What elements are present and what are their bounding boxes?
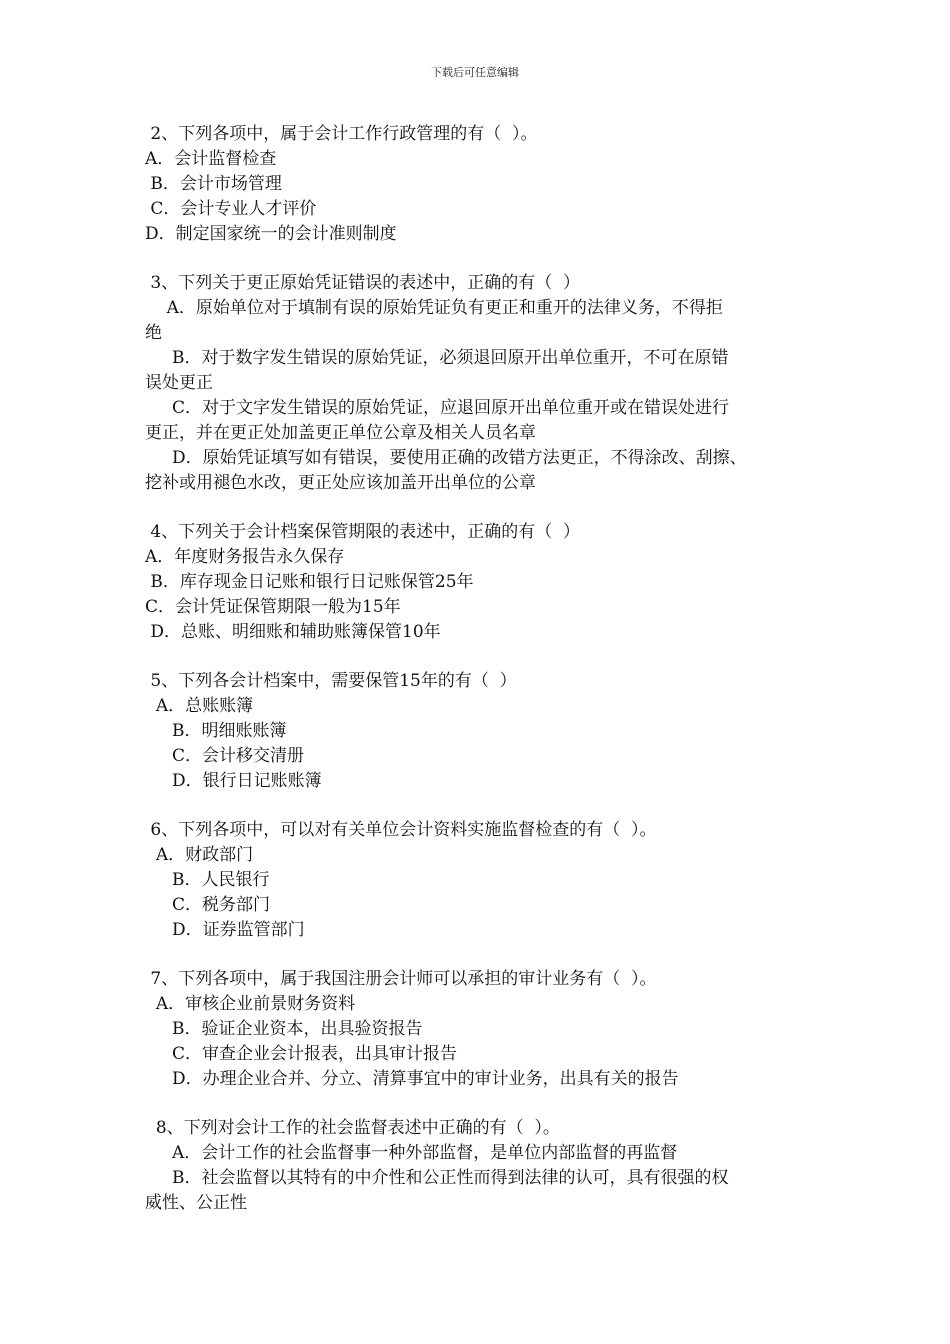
option-a: A．原始单位对于填制有误的原始凭证负有更正和重开的法律义务，不得拒 (145, 298, 723, 318)
option-a: A．财政部门 (145, 845, 254, 865)
option-b: B．会计市场管理 (145, 174, 282, 194)
option-b: B．库存现金日记账和银行日记账保管25年 (145, 572, 474, 592)
option-a: A．总账账簿 (145, 696, 254, 716)
option-b: B．社会监督以其特有的中介性和公正性而得到法律的认可，具有很强的权 (145, 1168, 729, 1188)
option-d: D．总账、明细账和辅助账簿保管10年 (145, 622, 441, 642)
question-7 (145, 967, 835, 1092)
option-b-cont: 误处更正 (145, 373, 213, 393)
option-a: A．会计监督检查 (145, 149, 277, 169)
question-text: 8、下列对会计工作的社会监督表述中正确的有（ ）。 (145, 1118, 560, 1138)
question-list (145, 122, 835, 1240)
question-3 (145, 271, 835, 496)
question-5 (145, 669, 835, 794)
option-c: C．税务部门 (145, 895, 271, 915)
option-d-cont: 挖补或用褪色水改，更正处应该加盖开出单位的公章 (145, 473, 536, 493)
question-6 (145, 818, 835, 943)
option-b-cont: 威性、公正性 (145, 1193, 247, 1213)
question-text: 5、下列各会计档案中，需要保管15年的有（ ） (145, 671, 517, 691)
option-c: C．会计凭证保管期限一般为15年 (145, 597, 401, 617)
question-4 (145, 520, 835, 645)
option-a: A．年度财务报告永久保存 (145, 547, 345, 567)
option-d: D．银行日记账账簿 (145, 771, 322, 791)
page-header: 下载后可任意编辑 (431, 66, 519, 79)
question-text: 7、下列各项中，属于我国注册会计师可以承担的审计业务有（ ）。 (145, 969, 657, 989)
option-d: D．原始凭证填写如有错误，要使用正确的改错方法更正，不得涂改、刮擦、 (145, 448, 747, 468)
option-b: B．明细账账簿 (145, 721, 287, 741)
option-a: A．会计工作的社会监督事一种外部监督，是单位内部监督的再监督 (145, 1143, 678, 1163)
option-d: D．证券监管部门 (145, 920, 305, 940)
option-b: B．人民银行 (145, 870, 270, 890)
option-b: B．对于数字发生错误的原始凭证，必须退回原开出单位重开，不可在原错 (145, 348, 729, 368)
option-c: C．对于文字发生错误的原始凭证，应退回原开出单位重开或在错误处进行 (145, 398, 730, 418)
option-c: C．会计专业人才评价 (145, 199, 317, 219)
question-text: 6、下列各项中，可以对有关单位会计资料实施监督检查的有（ ）。 (145, 820, 657, 840)
question-text: 2、下列各项中，属于会计工作行政管理的有（ ）。 (145, 124, 538, 144)
question-8 (145, 1116, 835, 1216)
question-text: 4、下列关于会计档案保管期限的表述中，正确的有（ ） (145, 522, 581, 542)
option-c-cont: 更正，并在更正处加盖更正单位公章及相关人员名章 (145, 423, 536, 443)
question-text: 3、下列关于更正原始凭证错误的表述中，正确的有（ ） (145, 273, 581, 293)
option-c: C．审查企业会计报表，出具审计报告 (145, 1044, 458, 1064)
option-c: C．会计移交清册 (145, 746, 305, 766)
option-a-cont: 绝 (145, 323, 162, 343)
option-d: D．办理企业合并、分立、清算事宜中的审计业务，出具有关的报告 (145, 1069, 679, 1089)
option-a: A．审核企业前景财务资料 (145, 994, 356, 1014)
option-d: D．制定国家统一的会计准则制度 (145, 224, 397, 244)
question-2 (145, 122, 835, 247)
option-b: B．验证企业资本，出具验资报告 (145, 1019, 423, 1039)
